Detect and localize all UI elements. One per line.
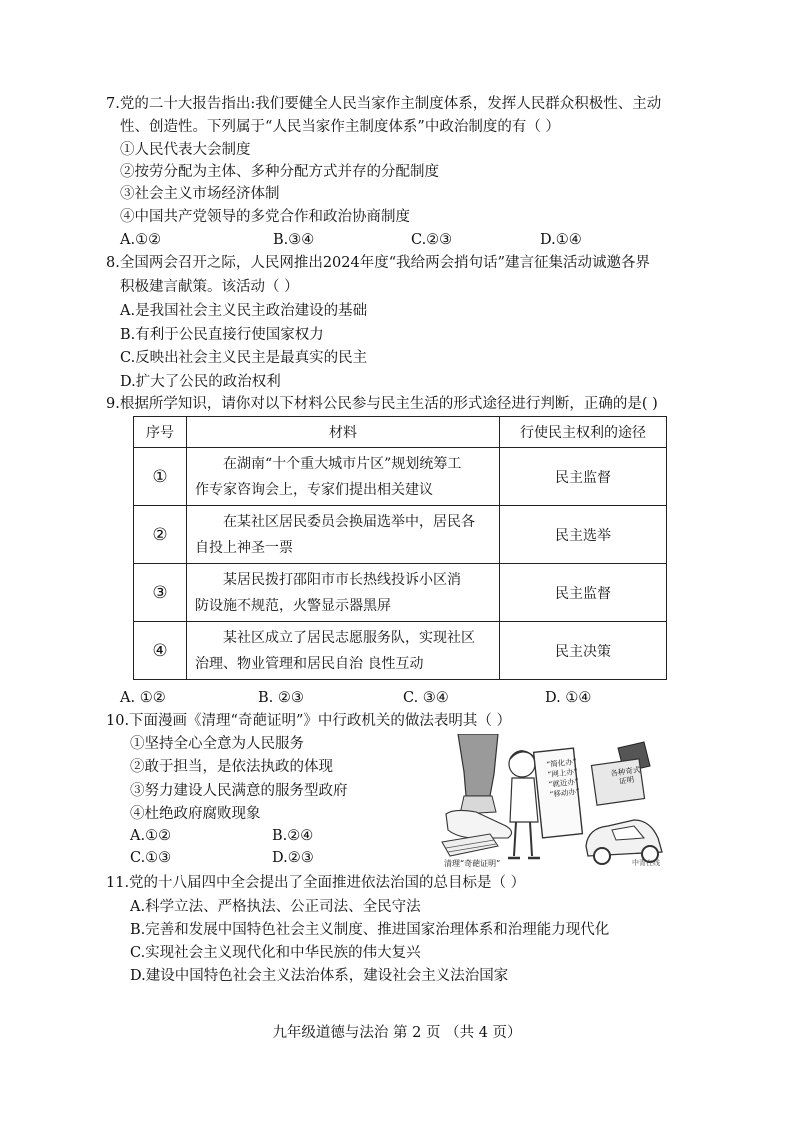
page-footer: 九年级道德与法治 第 2 页 （共 4 页） (272, 1025, 522, 1041)
q7-stem-line2: 性、创造性。下列属于“人民当家作主制度体系”中政治制度的有（ ） (120, 119, 560, 135)
row-number: ② (134, 506, 187, 564)
q10-option-a: A.①② (130, 828, 172, 844)
row-material (187, 564, 500, 622)
q9-option-b: B. ②③ (258, 690, 304, 706)
material-line2: 防设施不规范，火警显示器黑屏 (195, 597, 391, 614)
cartoon-illustration (436, 734, 666, 872)
q10-option-c: C.①③ (130, 850, 172, 866)
table-row (134, 622, 667, 680)
row-way: 民主监督 (500, 448, 667, 506)
man-legs (514, 822, 532, 856)
material-line2: 自投上神圣一票 (195, 539, 293, 556)
material-line1: 某社区成立了居民志愿服务队，实现社区 (223, 629, 475, 646)
q7-item-3: ③社会主义市场经济体制 (120, 186, 280, 202)
q9-stem: 9.根据所学知识，请你对以下材料公民参与民主生活的形式途径进行判断，正确的是( ) (106, 396, 658, 412)
row-way: 民主选举 (500, 506, 667, 564)
q9-option-c: C. ③④ (403, 690, 449, 706)
header-material: 材料 (187, 417, 500, 448)
table-header-row (134, 417, 667, 448)
material-line2: 作专家咨询会上，专家们提出相关建议 (195, 481, 433, 498)
row-way: 民主决策 (500, 622, 667, 680)
q7-stem-line1: 7.党的二十大报告指出:我们要健全人民当家作主制度体系，发挥人民群众积极性、主动 (106, 96, 662, 112)
q10-item-2: ②敢于担当，是依法执政的体现 (130, 759, 333, 775)
q8-option-b: B.有利于公民直接行使国家权力 (120, 327, 324, 343)
table-row (134, 564, 667, 622)
row-way: 民主监督 (500, 564, 667, 622)
q8-stem-line2: 积极建言献策。该活动（ ） (120, 279, 299, 295)
row-number: ④ (134, 622, 187, 680)
table-row (134, 448, 667, 506)
q7-item-1: ①人民代表大会制度 (120, 142, 251, 158)
material-line1: 在湖南“十个重大城市片区”规划统筹工 (223, 455, 462, 472)
header-number: 序号 (134, 417, 187, 448)
q8-stem-line1: 8.全国两会召开之际，人民网推出2024年度“我给两会捎句话”建言征集活动诚邀各界 (106, 255, 651, 271)
q11-stem: 11.党的十八届四中全会提出了全面推进依法治国的总目标是（ ） (106, 875, 526, 891)
q11-option-b: B.完善和发展中国特色社会主义制度、推进国家治理体系和治理能力现代化 (130, 922, 610, 938)
q8-option-c: C.反映出社会主义民主是最真实的民主 (120, 350, 368, 366)
row-material (187, 622, 500, 680)
material-line1: 某居民拨打邵阳市市长热线投诉小区消 (223, 571, 461, 588)
q7-option-c: C.②③ (411, 232, 453, 248)
q7-item-2: ②按劳分配为主体、多种分配方式并存的分配制度 (120, 164, 439, 180)
q10-option-b: B.②④ (272, 828, 314, 844)
q9-material-table (133, 416, 667, 680)
row-number: ① (134, 448, 187, 506)
q11-option-d: D.建设中国特色社会主义法治体系，建设社会主义法治国家 (130, 968, 509, 984)
material-line1: 在某社区居民委员会换届选举中，居民各 (223, 513, 475, 530)
cartoon-sign-text: “简化办” “网上办” “就近办” “移动办” (546, 757, 581, 799)
q7-option-b: B.③④ (273, 232, 315, 248)
row-material (187, 448, 500, 506)
q9-option-a: A. ①② (120, 690, 166, 706)
car-wheel-front (594, 848, 610, 864)
q10-item-1: ①坚持全心全意为人民服务 (130, 736, 304, 752)
row-material (187, 506, 500, 564)
table-row (134, 506, 667, 564)
man-body (510, 778, 538, 822)
hand-shape (446, 810, 512, 838)
material-line2: 治理、物业管理和居民自治 良性互动 (195, 655, 424, 672)
q8-option-d: D.扩大了公民的政治权利 (120, 374, 281, 390)
sleeve-shape (458, 734, 498, 796)
q7-option-d: D.①④ (540, 232, 582, 248)
row-number: ③ (134, 564, 187, 622)
cartoon-caption: 清理“奇葩证明” (444, 859, 501, 868)
q10-item-4: ④杜绝政府腐败现象 (130, 806, 261, 822)
q10-stem: 10.下面漫画《清理“奇葩证明”》中行政机关的做法表明其（ ） (106, 713, 511, 729)
q7-item-4: ④中国共产党领导的多党合作和政治协商制度 (120, 209, 410, 225)
q11-option-c: C.实现社会主义现代化和中华民族的伟大复兴 (130, 945, 421, 961)
q10-option-d: D.②③ (272, 850, 314, 866)
q10-item-3: ③努力建设人民满意的服务型政府 (130, 783, 348, 799)
q9-option-d: D. ①④ (545, 690, 592, 706)
header-way: 行使民主权利的途径 (500, 417, 667, 448)
cartoon-card-text: 各种奇式 证明 (609, 765, 641, 786)
cartoon-credit: 中青在线 (632, 859, 660, 867)
q8-option-a: A.是我国社会主义民主政治建设的基础 (120, 303, 368, 319)
q11-option-a: A.科学立法、严格执法、公正司法、全民守法 (130, 899, 421, 915)
q7-option-a: A.①② (120, 232, 162, 248)
